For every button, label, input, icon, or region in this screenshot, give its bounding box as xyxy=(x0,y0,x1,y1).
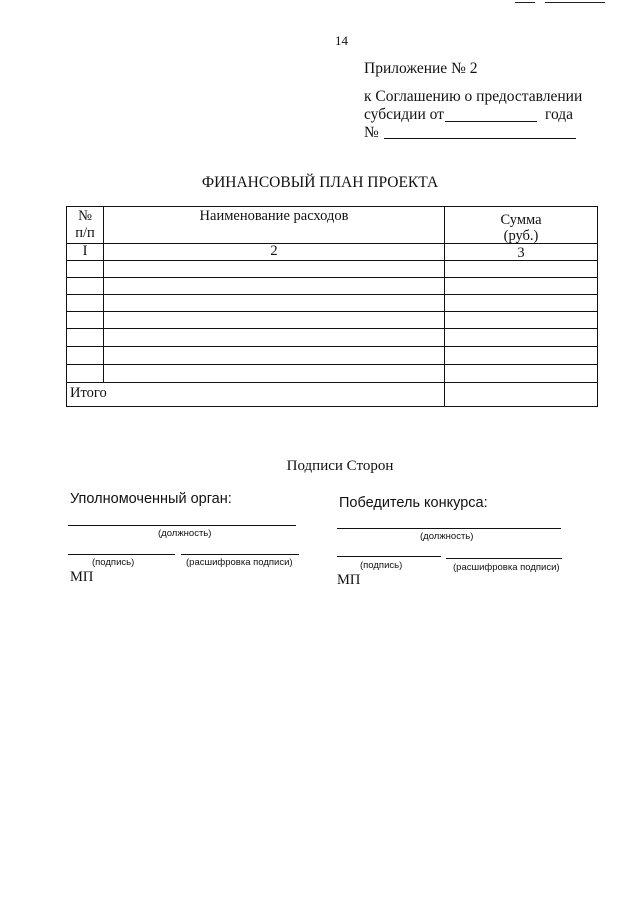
right-signature-line xyxy=(337,556,441,557)
index-cell: I xyxy=(82,243,88,259)
scan-artifact xyxy=(545,2,605,3)
table-row-line xyxy=(66,328,598,329)
left-decoding-line xyxy=(181,554,299,555)
header-sum-line1: Сумма xyxy=(500,212,542,228)
annex-date-prefix: субсидии от xyxy=(364,106,444,123)
header-sum-line2: (руб.) xyxy=(503,228,539,244)
right-decoding-caption: (расшифровка подписи) xyxy=(453,562,560,573)
index-cell: 2 xyxy=(270,243,278,259)
right-party-label: Победитель конкурса: xyxy=(339,495,488,511)
left-stamp-label: МП xyxy=(70,569,94,585)
right-stamp-label: МП xyxy=(337,572,361,588)
header-num-line1: № xyxy=(78,208,92,224)
table-border-bottom xyxy=(66,406,598,407)
table-row-line xyxy=(66,294,598,295)
table-border-top xyxy=(66,206,598,207)
right-position-line xyxy=(337,528,561,529)
header-sum xyxy=(445,212,597,245)
left-position-caption: (должность) xyxy=(158,528,212,539)
header-expense-name: Наименование расходов xyxy=(199,208,349,224)
document-title: ФИНАНСОВЫЙ ПЛАН ПРОЕКТА xyxy=(201,174,439,191)
page-number: 14 xyxy=(335,33,348,48)
signatures-title: Подписи Сторон xyxy=(286,458,394,474)
left-signature-line xyxy=(68,554,175,555)
left-party-label: Уполномоченный орган: xyxy=(70,491,232,507)
index-cell: 3 xyxy=(517,245,525,261)
table-row-line xyxy=(66,364,598,365)
table-row-line xyxy=(66,277,598,278)
header-num xyxy=(67,208,103,242)
left-decoding-caption: (расшифровка подписи) xyxy=(186,557,293,568)
annex-number-prefix: № xyxy=(364,124,379,141)
total-label: Итого xyxy=(70,385,107,401)
right-signature-caption: (подпись) xyxy=(360,560,403,571)
table-row-line xyxy=(66,346,598,347)
annex-agreement-line: к Соглашению о предоставлении xyxy=(364,88,583,105)
right-position-caption: (должность) xyxy=(420,531,474,542)
annex-title: Приложение № 2 xyxy=(364,60,478,77)
annex-date-line xyxy=(364,106,444,124)
annex-date-suffix: года xyxy=(545,106,574,123)
header-num-line2: п/п xyxy=(75,225,95,241)
left-signature-caption: (подпись) xyxy=(92,557,135,568)
table-border-right xyxy=(597,206,598,406)
number-blank-line xyxy=(384,138,576,139)
date-blank-line xyxy=(445,121,537,122)
table-row-line xyxy=(66,382,598,383)
table-row-line xyxy=(66,311,598,312)
right-decoding-line xyxy=(446,558,562,559)
left-position-line xyxy=(68,525,296,526)
scan-artifact xyxy=(515,2,535,3)
